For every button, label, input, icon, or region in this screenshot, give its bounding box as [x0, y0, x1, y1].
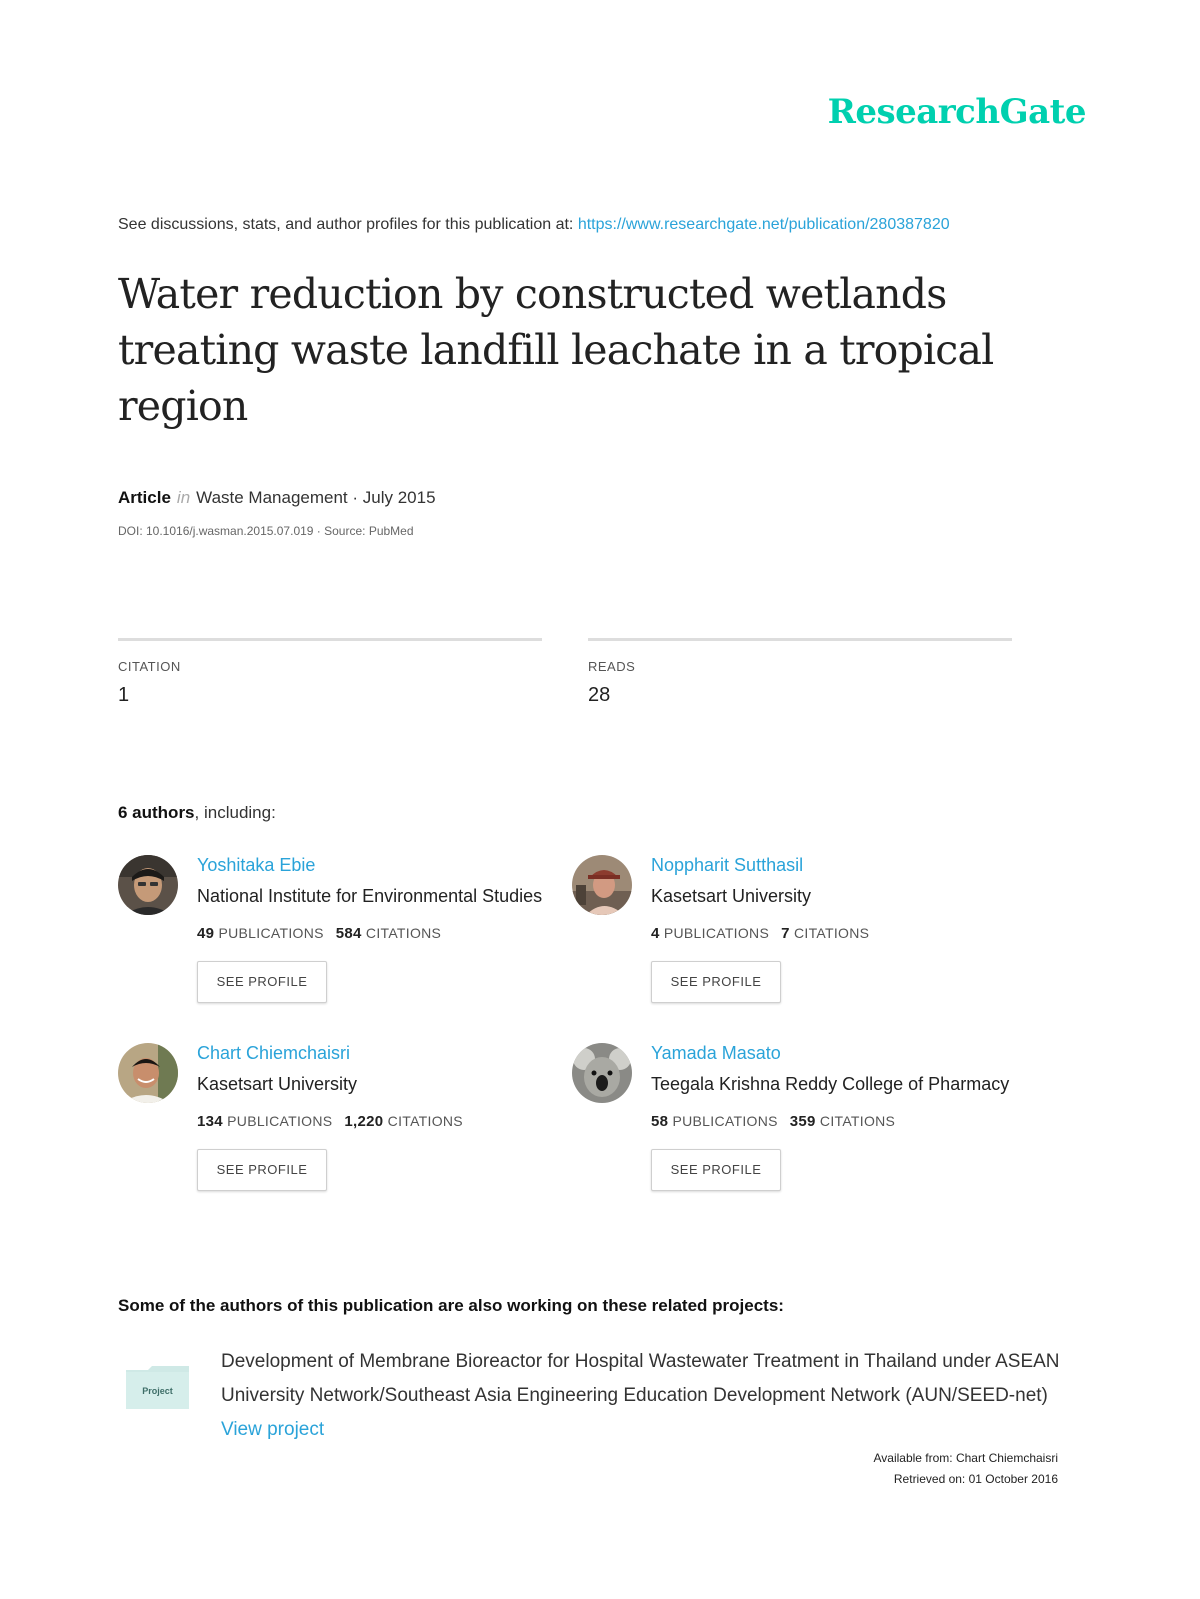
citation-label: CITATION	[118, 659, 181, 674]
author-name[interactable]: Yamada Masato	[651, 1043, 781, 1063]
publication-type: Article	[118, 488, 171, 507]
citations-count: 7	[781, 925, 790, 942]
related-projects-heading: Some of the authors of this publication are also working on these related projects:	[118, 1296, 784, 1315]
folder-icon	[126, 1366, 189, 1409]
avatar[interactable]	[572, 1043, 632, 1103]
view-project-link[interactable]: View project	[221, 1419, 325, 1440]
authors-suffix: , including:	[194, 803, 276, 822]
author-card	[572, 1043, 1032, 1193]
citations-count: 359	[789, 1113, 816, 1130]
avatar[interactable]	[118, 1043, 178, 1103]
journal-date: Waste Management · July 2015	[196, 488, 436, 507]
publications-label: PUBLICATIONS	[663, 925, 770, 941]
publication-meta	[118, 488, 436, 508]
publications-label: PUBLICATIONS	[227, 1113, 333, 1129]
project-description: Development of Membrane Bioreactor for Hospital Wastewater Treatment in Thailand under ASEAN University Network/Southeast Asia Engineering Education Development Network (AUN/SEED-net)	[221, 1351, 1060, 1406]
see-profile-button[interactable]: SEE PROFILE	[197, 961, 327, 1003]
see-profile-button[interactable]: SEE PROFILE	[651, 1149, 781, 1191]
avatar[interactable]	[118, 855, 178, 915]
citation-value: 1	[118, 684, 130, 706]
author-stats	[651, 1113, 895, 1130]
author-card	[118, 855, 578, 1005]
author-stats	[651, 925, 869, 942]
available-from: Available from: Chart Chiemchaisri	[873, 1451, 1058, 1465]
author-institution: Kasetsart University	[651, 886, 812, 906]
retrieved-on: Retrieved on: 01 October 2016	[893, 1472, 1058, 1486]
reads-value: 28	[588, 684, 611, 706]
publications-count: 4	[651, 925, 660, 942]
citations-label: CITATIONS	[365, 925, 442, 941]
citations-label: CITATIONS	[793, 925, 870, 941]
reads-stat	[588, 638, 1012, 707]
citations-count: 1,220	[344, 1113, 384, 1130]
project-item	[221, 1345, 1081, 1447]
author-card	[572, 855, 1032, 1005]
author-stats	[197, 1113, 463, 1130]
author-name[interactable]: Noppharit Sutthasil	[651, 855, 804, 875]
svg-text:Project: Project	[142, 1386, 173, 1396]
researchgate-logo[interactable]: ResearchGate	[827, 92, 1086, 132]
avatar[interactable]	[572, 855, 632, 915]
publications-count: 134	[197, 1113, 223, 1130]
reads-label: READS	[588, 659, 636, 674]
author-institution: Teegala Krishna Reddy College of Pharmacy	[651, 1074, 1010, 1094]
authors-count: 6 authors	[118, 803, 195, 822]
citations-count: 584	[335, 925, 362, 942]
author-card	[118, 1043, 578, 1193]
author-name[interactable]: Yoshitaka Ebie	[197, 855, 316, 875]
citations-label: CITATIONS	[819, 1113, 896, 1129]
publications-label: PUBLICATIONS	[672, 1113, 778, 1129]
see-profile-button[interactable]: SEE PROFILE	[651, 961, 781, 1003]
citations-label: CITATIONS	[387, 1113, 463, 1129]
availability-info	[873, 1448, 1058, 1490]
author-name[interactable]: Chart Chiemchaisri	[197, 1043, 351, 1063]
see-discussions-line	[118, 216, 950, 234]
publication-url-link[interactable]: https://www.researchgate.net/publication/280387820	[577, 216, 950, 233]
authors-heading	[118, 803, 276, 823]
doi-source-line: DOI: 10.1016/j.wasman.2015.07.019 · Source: PubMed	[118, 524, 414, 538]
author-stats	[197, 925, 441, 942]
author-institution: Kasetsart University	[197, 1074, 358, 1094]
citation-stat	[118, 638, 542, 707]
publications-count: 58	[651, 1113, 669, 1130]
see-profile-button[interactable]: SEE PROFILE	[197, 1149, 327, 1191]
publication-title: Water reduction by constructed wetlands treating waste landfill leachate in a tropical region	[118, 270, 994, 430]
author-institution: National Institute for Environmental Studies	[197, 886, 543, 906]
publications-label: PUBLICATIONS	[218, 925, 324, 941]
publications-count: 49	[197, 925, 215, 942]
see-discussions-text: See discussions, stats, and author profiles for this publication at:	[118, 216, 574, 233]
in-word: in	[176, 488, 191, 507]
